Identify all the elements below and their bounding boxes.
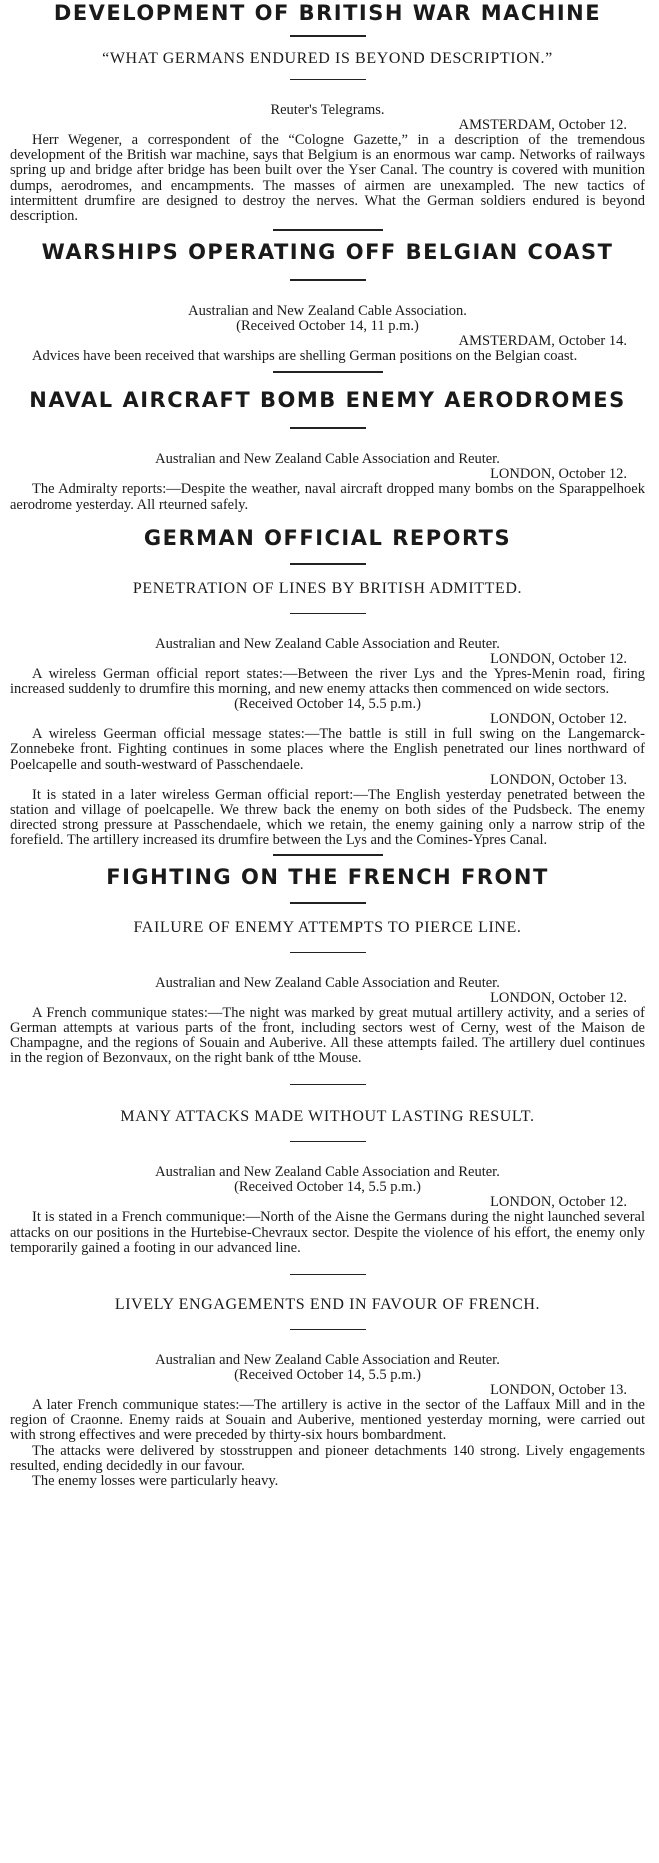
dateline: LONDON, October 13. bbox=[490, 771, 627, 788]
dateline: LONDON, October 12. bbox=[490, 711, 627, 728]
dateline: LONDON, October 12. bbox=[490, 650, 627, 667]
headline-rule bbox=[290, 279, 366, 281]
article-body: A wireless Geerman official message states:—The battle is still in full swing on the Langemarck-Zonnebeke front. Fighting continues in some places where the English penetrated our lines northward of Poelcapelle and south-westward of Passchendaele. bbox=[10, 726, 645, 773]
subhead-rule bbox=[290, 952, 366, 953]
article-many-attacks bbox=[10, 1107, 645, 1275]
dateline: LONDON, October 12. bbox=[490, 466, 627, 483]
article-body: The enemy losses were particularly heavy. bbox=[32, 1473, 279, 1490]
headline: FIGHTING ON THE FRENCH FRONT bbox=[106, 864, 549, 889]
news-source: Reuter's Telegrams. bbox=[270, 102, 385, 118]
subheadline: PENETRATION OF LINES BY BRITISH ADMITTED. bbox=[132, 579, 523, 597]
headline: WARSHIPS OPERATING OFF BELGIAN COAST bbox=[41, 240, 614, 265]
headline-rule bbox=[290, 563, 366, 565]
article-body: The attacks were delivered by stosstruppen and pioneer detachments 140 strong. Lively engagements resulted, ending decidedly in our favour. bbox=[10, 1442, 645, 1474]
article-body: The Admiralty reports:—Despite the weather, naval aircraft dropped many bombs on the Sparappelhoek aerodrome yesterday. All rteurned safely. bbox=[10, 481, 645, 513]
article-naval-aircraft bbox=[10, 387, 645, 512]
headline: NAVAL AIRCRAFT BOMB ENEMY AERODROMES bbox=[29, 388, 626, 413]
article-body: A later French communique states:—The artillery is active in the sector of the Laffaux Mill and in the region of Craonne. Enemy raids at Souain and Auberive, mentioned yesterday morning, were carried out with strong effectives and were preceded by thirty-six hours bombardment. bbox=[10, 1397, 645, 1444]
section-divider bbox=[273, 854, 383, 856]
headline-rule bbox=[290, 427, 366, 429]
dateline: LONDON, October 13. bbox=[490, 1382, 627, 1399]
subheadline: MANY ATTACKS MADE WITHOUT LASTING RESULT. bbox=[120, 1108, 535, 1126]
article-body: A French communique states:—The night was marked by great mutual artillery activity, and a series of German attempts at various parts of the front, including sectors west of Cerny, west of the Maison de Champagne, and the regions of Souain and Auberive. All these attempts failed. The artillery duel continues in the region of Bezonvaux, on the right bank of tthe Mouse. bbox=[10, 1004, 645, 1067]
dateline: LONDON, October 12. bbox=[490, 1194, 627, 1211]
received-note: (Received October 14, 5.5 p.m.) bbox=[234, 1367, 421, 1384]
article-body: It is stated in a French communique:—North of the Aisne the Germans during the night launched several attacks on our positions in the Hurtebise-Chevraux sector. Despite the violence of his effort, the enemy only temporarily gained a footing in our advanced line. bbox=[10, 1209, 645, 1256]
headline-rule bbox=[290, 35, 366, 37]
subhead-rule bbox=[290, 613, 366, 614]
article-lively-engagements bbox=[10, 1295, 645, 1489]
news-source: Australian and New Zealand Cable Association. bbox=[188, 303, 467, 320]
headline-rule bbox=[290, 902, 366, 904]
news-source: Australian and New Zealand Cable Association and Reuter. bbox=[155, 974, 500, 991]
received-note: (Received October 14, 11 p.m.) bbox=[236, 318, 419, 335]
dateline: AMSTERDAM, October 12. bbox=[458, 117, 627, 133]
article-body: It is stated in a later wireless German official report:—The English yesterday penetrated between the station and village of poelcapelle. We threw back the enemy on both sides of the Pudsbeck. The enemy directed strong pressure at Passchendaele, which we retain, the enemy gaining only a narrow strip of the forefield. The artillery increased its drumfire between the Lys and the Comines-Ypres Canal. bbox=[10, 786, 645, 849]
subheadline: LIVELY ENGAGEMENTS END IN FAVOUR OF FRENCH. bbox=[114, 1296, 541, 1314]
news-source: Australian and New Zealand Cable Association and Reuter. bbox=[155, 635, 500, 652]
news-source: Australian and New Zealand Cable Association and Reuter. bbox=[155, 451, 500, 468]
section-divider bbox=[273, 229, 383, 231]
section-divider bbox=[273, 371, 383, 373]
article-body: Herr Wegener, a correspondent of the “Cologne Gazette,” in a description of the tremendous development of the British war machine, says that Belgium is an enormous war camp. Networks of railways spring up and bridge after bridge has been built over the Yser Canal. The country is covered with munition dumps, aerodromes, and encampments. The masses of airmen are unexampled. The new tactics of intermittent drumfire are designed to destroy the nerves. What the German soldiers endured is beyond description. bbox=[10, 132, 645, 225]
news-source: Australian and New Zealand Cable Association and Reuter. bbox=[155, 1352, 500, 1369]
subhead-rule bbox=[290, 79, 366, 80]
dateline: AMSTERDAM, October 14. bbox=[458, 333, 627, 350]
article-german-official-reports bbox=[10, 525, 645, 856]
subheadline: FAILURE OF ENEMY ATTEMPTS TO PIERCE LINE. bbox=[133, 918, 522, 936]
section-divider bbox=[290, 1084, 366, 1085]
dateline: LONDON, October 12. bbox=[490, 989, 627, 1006]
headline: GERMAN OFFICIAL REPORTS bbox=[143, 525, 512, 550]
subheadline: “WHAT GERMANS ENDURED IS BEYOND DESCRIPTION.” bbox=[102, 50, 553, 67]
news-source: Australian and New Zealand Cable Association and Reuter. bbox=[155, 1164, 500, 1181]
article-british-war-machine bbox=[10, 0, 645, 231]
article-body: Advices have been received that warships are shelling German positions on the Belgian coast. bbox=[32, 348, 578, 365]
headline: DEVELOPMENT OF BRITISH WAR MACHINE bbox=[53, 1, 602, 25]
article-warships-belgian-coast bbox=[10, 239, 645, 373]
article-body: A wireless German official report states:—Between the river Lys and the Ypres-Menin road, firing increased suddenly to drumfire this morning, and new enemy attacks then commenced on wide sectors. bbox=[10, 665, 645, 698]
article-french-front bbox=[10, 864, 645, 1086]
subhead-rule bbox=[290, 1329, 366, 1330]
section-divider bbox=[290, 1274, 366, 1275]
received-note: (Received October 14, 5.5 p.m.) bbox=[234, 696, 421, 713]
received-note: (Received October 14, 5.5 p.m.) bbox=[234, 1179, 421, 1196]
subhead-rule bbox=[290, 1141, 366, 1142]
